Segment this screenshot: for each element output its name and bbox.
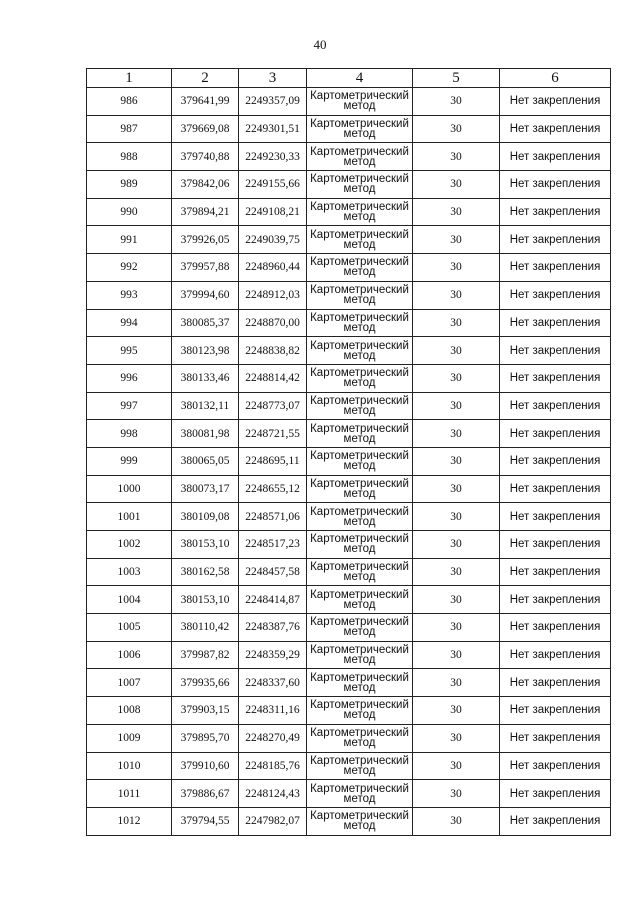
y-coordinate: 2248359,29 [239,641,307,669]
x-coordinate: 379842,06 [172,171,239,199]
accuracy-value: 30 [413,531,500,559]
table-row [87,558,611,586]
method-cell [307,198,413,226]
method-line-1: Картометрический [310,644,409,657]
y-coordinate: 2248912,03 [239,281,307,309]
table-row [87,586,611,614]
method-line-1: Картометрический [310,201,409,214]
x-coordinate: 380132,11 [172,392,239,420]
accuracy-value: 30 [413,337,500,365]
y-coordinate: 2247982,07 [239,807,307,835]
column-header-2: 2 [172,69,239,88]
accuracy-value: 30 [413,752,500,780]
method-cell [307,697,413,725]
method-cell [307,752,413,780]
y-coordinate: 2248517,23 [239,531,307,559]
x-coordinate: 380153,10 [172,586,239,614]
point-number: 1000 [87,475,172,503]
point-number: 986 [87,88,172,116]
fixation-description: Нет закрепления [500,420,611,448]
accuracy-value: 30 [413,669,500,697]
table-row [87,780,611,808]
x-coordinate: 380073,17 [172,475,239,503]
x-coordinate: 379994,60 [172,281,239,309]
table-row [87,226,611,254]
table-row [87,475,611,503]
x-coordinate: 379794,55 [172,807,239,835]
point-number: 999 [87,447,172,475]
y-coordinate: 2249357,09 [239,88,307,116]
accuracy-value: 30 [413,115,500,143]
x-coordinate: 379669,08 [172,115,239,143]
point-number: 1004 [87,586,172,614]
fixation-description: Нет закрепления [500,697,611,725]
point-number: 1006 [87,641,172,669]
table-row [87,724,611,752]
method-cell [307,226,413,254]
accuracy-value: 30 [413,614,500,642]
method-line-1: Картометрический [310,173,409,186]
method-cell [307,309,413,337]
fixation-description: Нет закрепления [500,724,611,752]
method-cell [307,641,413,669]
method-line-1: Картометрический [310,810,409,823]
x-coordinate: 379641,99 [172,88,239,116]
y-coordinate: 2248124,43 [239,780,307,808]
point-number: 1012 [87,807,172,835]
accuracy-value: 30 [413,226,500,254]
method-line-2: метод [343,349,376,362]
method-cell [307,807,413,835]
fixation-description: Нет закрепления [500,171,611,199]
x-coordinate: 380110,42 [172,614,239,642]
fixation-description: Нет закрепления [500,226,611,254]
method-line-2: метод [343,460,376,473]
y-coordinate: 2248721,55 [239,420,307,448]
fixation-description: Нет закрепления [500,475,611,503]
method-line-1: Картометрический [310,90,409,103]
table-row [87,807,611,835]
method-line-2: метод [343,128,376,141]
method-line-2: метод [343,404,376,417]
x-coordinate: 379740,88 [172,143,239,171]
method-line-1: Картометрический [310,533,409,546]
method-line-2: метод [343,792,376,805]
accuracy-value: 30 [413,447,500,475]
y-coordinate: 2248457,58 [239,558,307,586]
table-header-row [87,69,611,88]
point-number: 993 [87,281,172,309]
y-coordinate: 2248337,60 [239,669,307,697]
accuracy-value: 30 [413,309,500,337]
method-line-2: метод [343,543,376,556]
x-coordinate: 379903,15 [172,697,239,725]
y-coordinate: 2248387,76 [239,614,307,642]
method-line-2: метод [343,654,376,667]
table-row [87,115,611,143]
method-cell [307,447,413,475]
x-coordinate: 379935,66 [172,669,239,697]
y-coordinate: 2249108,21 [239,198,307,226]
fixation-description: Нет закрепления [500,198,611,226]
point-number: 992 [87,254,172,282]
accuracy-value: 30 [413,697,500,725]
fixation-description: Нет закрепления [500,309,611,337]
accuracy-value: 30 [413,143,500,171]
point-number: 996 [87,364,172,392]
y-coordinate: 2248311,16 [239,697,307,725]
table-row [87,669,611,697]
accuracy-value: 30 [413,420,500,448]
accuracy-value: 30 [413,171,500,199]
point-number: 994 [87,309,172,337]
point-number: 1003 [87,558,172,586]
method-line-1: Картометрический [310,422,409,435]
method-line-1: Картометрический [310,699,409,712]
fixation-description: Нет закрепления [500,88,611,116]
fixation-description: Нет закрепления [500,364,611,392]
method-cell [307,171,413,199]
table-row [87,309,611,337]
method-cell [307,281,413,309]
method-cell [307,531,413,559]
method-cell [307,614,413,642]
method-line-1: Картометрический [310,477,409,490]
method-line-2: метод [343,183,376,196]
point-number: 995 [87,337,172,365]
table-row [87,171,611,199]
x-coordinate: 379910,60 [172,752,239,780]
accuracy-value: 30 [413,558,500,586]
y-coordinate: 2248773,07 [239,392,307,420]
method-line-2: метод [343,764,376,777]
point-number: 988 [87,143,172,171]
fixation-description: Нет закрепления [500,503,611,531]
method-line-1: Картометрический [310,561,409,574]
accuracy-value: 30 [413,503,500,531]
page-number: 40 [313,37,327,52]
method-cell [307,420,413,448]
method-line-2: метод [343,737,376,750]
point-number: 1008 [87,697,172,725]
table-row [87,503,611,531]
table-row [87,447,611,475]
x-coordinate: 380085,37 [172,309,239,337]
y-coordinate: 2248414,87 [239,586,307,614]
point-number: 1011 [87,780,172,808]
table-row [87,752,611,780]
y-coordinate: 2249301,51 [239,115,307,143]
method-line-2: метод [343,321,376,334]
fixation-description: Нет закрепления [500,281,611,309]
point-number: 1007 [87,669,172,697]
method-line-2: метод [343,626,376,639]
method-line-1: Картометрический [310,782,409,795]
method-line-1: Картометрический [310,118,409,131]
method-line-2: метод [343,515,376,528]
x-coordinate: 380133,46 [172,364,239,392]
method-line-2: метод [343,155,376,168]
table-row [87,88,611,116]
table-row [87,281,611,309]
table-row [87,531,611,559]
method-line-2: метод [343,294,376,307]
accuracy-value: 30 [413,364,500,392]
column-header-4: 4 [307,69,413,88]
y-coordinate: 2249039,75 [239,226,307,254]
accuracy-value: 30 [413,586,500,614]
fixation-description: Нет закрепления [500,392,611,420]
y-coordinate: 2248655,12 [239,475,307,503]
accuracy-value: 30 [413,281,500,309]
fixation-description: Нет закрепления [500,614,611,642]
method-line-2: метод [343,709,376,722]
point-number: 997 [87,392,172,420]
method-line-2: метод [343,238,376,251]
method-line-2: метод [343,432,376,445]
method-line-1: Картометрический [310,394,409,407]
x-coordinate: 379987,82 [172,641,239,669]
method-line-2: метод [343,266,376,279]
table-body [87,88,611,836]
y-coordinate: 2249155,66 [239,171,307,199]
method-cell [307,558,413,586]
x-coordinate: 380153,10 [172,531,239,559]
y-coordinate: 2248185,76 [239,752,307,780]
method-cell [307,254,413,282]
accuracy-value: 30 [413,807,500,835]
y-coordinate: 2249230,33 [239,143,307,171]
accuracy-value: 30 [413,475,500,503]
table-row [87,392,611,420]
y-coordinate: 2248960,44 [239,254,307,282]
method-cell [307,88,413,116]
method-line-2: метод [343,211,376,224]
method-line-2: метод [343,377,376,390]
method-line-2: метод [343,820,376,833]
method-line-1: Картометрический [310,145,409,158]
method-line-1: Картометрический [310,339,409,352]
fixation-description: Нет закрепления [500,752,611,780]
y-coordinate: 2248838,82 [239,337,307,365]
point-number: 1009 [87,724,172,752]
method-line-1: Картометрический [310,311,409,324]
accuracy-value: 30 [413,254,500,282]
point-number: 1005 [87,614,172,642]
method-line-1: Картометрический [310,505,409,518]
fixation-description: Нет закрепления [500,641,611,669]
table-row [87,364,611,392]
accuracy-value: 30 [413,641,500,669]
method-line-1: Картометрический [310,256,409,269]
table-row [87,337,611,365]
y-coordinate: 2248270,49 [239,724,307,752]
accuracy-value: 30 [413,88,500,116]
method-line-1: Картометрический [310,228,409,241]
column-header-3: 3 [239,69,307,88]
method-line-1: Картометрический [310,671,409,684]
method-cell [307,503,413,531]
table-row [87,143,611,171]
point-number: 998 [87,420,172,448]
method-line-1: Картометрический [310,754,409,767]
method-cell [307,337,413,365]
method-cell [307,143,413,171]
fixation-description: Нет закрепления [500,531,611,559]
x-coordinate: 380065,05 [172,447,239,475]
method-cell [307,392,413,420]
fixation-description: Нет закрепления [500,254,611,282]
method-cell [307,364,413,392]
fixation-description: Нет закрепления [500,115,611,143]
y-coordinate: 2248695,11 [239,447,307,475]
fixation-description: Нет закрепления [500,669,611,697]
fixation-description: Нет закрепления [500,143,611,171]
method-cell [307,724,413,752]
table-row [87,614,611,642]
y-coordinate: 2248571,06 [239,503,307,531]
method-line-2: метод [343,487,376,500]
fixation-description: Нет закрепления [500,807,611,835]
table-row [87,697,611,725]
method-cell [307,780,413,808]
table-row [87,420,611,448]
x-coordinate: 380123,98 [172,337,239,365]
method-line-2: метод [343,100,376,113]
point-number: 1010 [87,752,172,780]
point-number: 987 [87,115,172,143]
method-line-1: Картометрический [310,588,409,601]
point-number: 991 [87,226,172,254]
method-cell [307,475,413,503]
method-line-1: Картометрический [310,450,409,463]
method-cell [307,586,413,614]
method-cell [307,115,413,143]
x-coordinate: 379886,67 [172,780,239,808]
method-line-1: Картометрический [310,616,409,629]
fixation-description: Нет закрепления [500,586,611,614]
point-number: 1001 [87,503,172,531]
y-coordinate: 2248870,00 [239,309,307,337]
y-coordinate: 2248814,42 [239,364,307,392]
method-line-2: метод [343,598,376,611]
fixation-description: Нет закрепления [500,558,611,586]
column-header-1: 1 [87,69,172,88]
accuracy-value: 30 [413,724,500,752]
table-row [87,198,611,226]
method-line-2: метод [343,681,376,694]
method-line-1: Картометрический [310,284,409,297]
column-header-5: 5 [413,69,500,88]
x-coordinate: 379926,05 [172,226,239,254]
point-number: 990 [87,198,172,226]
x-coordinate: 380109,08 [172,503,239,531]
point-number: 1002 [87,531,172,559]
accuracy-value: 30 [413,392,500,420]
method-cell [307,669,413,697]
accuracy-value: 30 [413,780,500,808]
point-number: 989 [87,171,172,199]
x-coordinate: 379957,88 [172,254,239,282]
x-coordinate: 380081,98 [172,420,239,448]
table-row [87,641,611,669]
column-header-6: 6 [500,69,611,88]
method-line-2: метод [343,571,376,584]
x-coordinate: 380162,58 [172,558,239,586]
x-coordinate: 379895,70 [172,724,239,752]
fixation-description: Нет закрепления [500,780,611,808]
coordinates-table [86,68,611,836]
table-row [87,254,611,282]
x-coordinate: 379894,21 [172,198,239,226]
method-line-1: Картометрический [310,727,409,740]
fixation-description: Нет закрепления [500,447,611,475]
method-line-1: Картометрический [310,367,409,380]
accuracy-value: 30 [413,198,500,226]
fixation-description: Нет закрепления [500,337,611,365]
